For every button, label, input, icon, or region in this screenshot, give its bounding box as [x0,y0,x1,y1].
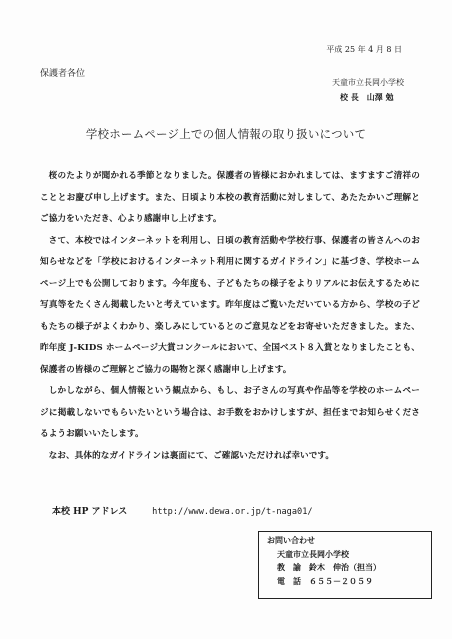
document-date: 平成 25 年 4 月 8 日 [326,45,402,54]
paragraph-guideline-note: なお、具体的なガイドラインは裏面にて、ご確認いただければ幸いです。 [48,450,335,461]
homepage-label: 本校 HP アドレス [52,507,128,517]
sender-block [332,76,404,104]
contact-heading: お問い合わせ [267,535,315,545]
sender-principal: 校 長 山澤 勉 [340,92,394,102]
paragraph-greeting: 桜のたよりが聞かれる季節となりました。保護者の皆様におかれましては、ますますご清祥のこととお慶び申し上げます。また、日頃より本校の教育活動に対しまして、あたたかいご理解とご協力をいただき、心より感謝申し上げます。 [40,171,420,224]
sender-school: 天童市立長岡小学校 [332,78,404,87]
paragraph-website-info: さて、本校ではインターネットを利用し、日頃の教育活動や学校行事、保護者の皆さんへのお知らせなどを「学校におけるインターネット利用に関するガイドライン」に基づき、学校ホームページ上でも公開しております。今年度も、子どもたちの様子をよりリアルにお伝えするために写真等をたくさん掲載したいと考えています。昨年度はご覧いただいている方から、学校の子どもたちの様子がよくわかり、楽しみにしているとのご意見などをお寄せいただきました。また、昨年度 J-KIDS ホームページ大賞コンクールにおいて、全国ベスト８入賞となりましたことも、保護者の皆様のご理解とご協力の賜物と深く感謝申し上げます。 [40,235,420,375]
homepage-url[interactable]: http://www.dewa.or.jp/t-naga01/ [152,507,313,517]
document-title: 学校ホームページ上での個人情報の取り扱いについて [85,127,367,141]
document-body [40,166,420,467]
recipient-line: 保護者各位 [40,69,86,79]
homepage-address [52,504,313,517]
contact-person: 教 諭 鈴木 伸治（担当） [277,562,381,572]
contact-box [258,531,432,599]
contact-school: 天童市立長岡小学校 [277,548,349,559]
contact-phone: 電 話 ６５５－２０５９ [277,575,373,586]
paragraph-privacy-request: しかしながら、個人情報という観点から、もし、お子さんの写真や作品等を学校のホームページに掲載しないでもらいたいという場合は、お手数をおかけしますが、担任までお知らせくださるようお願いいたします。 [40,386,420,439]
